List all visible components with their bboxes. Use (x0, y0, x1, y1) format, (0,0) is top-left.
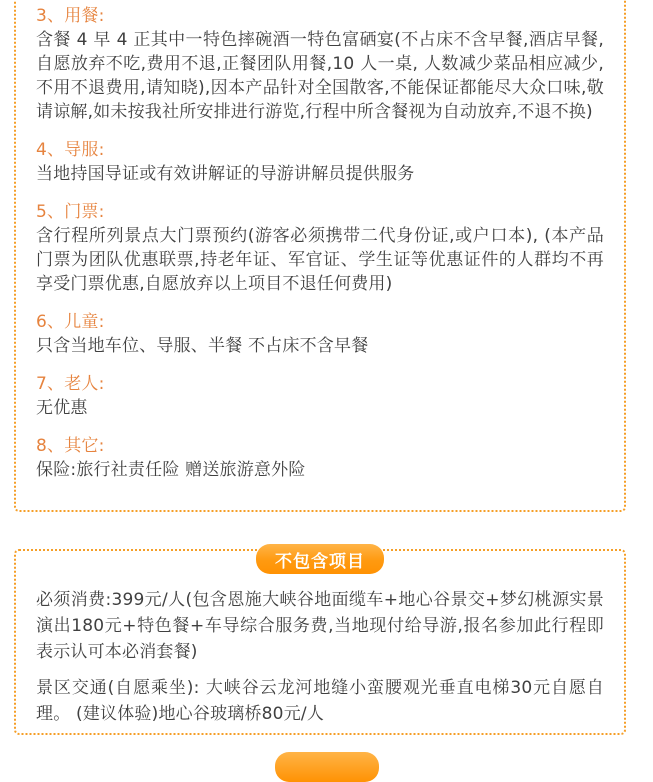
note-section-body: 当地持国导证或有效讲解证的导游讲解员提供服务 (36, 164, 415, 184)
note-section-seniors (36, 372, 604, 420)
note-section-heading: 5、门票: (36, 202, 105, 222)
note-section-heading: 4、导服: (36, 140, 105, 160)
note-section-body: 只含当地车位、导服、半餐 不占床不含早餐 (36, 336, 369, 356)
note-section-heading: 7、老人: (36, 374, 105, 394)
next-section-badge-cutoff (275, 752, 379, 782)
note-section-body: 保险:旅行社责任险 赠送旅游意外险 (36, 460, 306, 480)
excluded-item-scenic-transport: 景区交通(自愿乘坐): 大峡谷云龙河地缝小蛮腰观光垂直电梯30元自愿自理。 (建议体验)地心谷玻璃桥80元/人 (36, 678, 604, 724)
note-section-body: 无优惠 (36, 398, 88, 418)
note-section-body: 含餐 4 早 4 正其中一特色摔碗酒一特色富硒宴(不占床不含早餐,酒店早餐,自愿放弃不吃,费用不退,正餐团队用餐,10 人一桌, 人数减少菜品相应减少,不用不退费用,请知晓),因本产品针对全国散客,不能保证都能尽大众口味,敬请谅解,如未按我社所安排进行游览,行程中所含餐视为自动放弃,不退不换) (36, 30, 604, 122)
note-section-meals (36, 4, 604, 124)
note-section-heading: 6、儿童: (36, 312, 105, 332)
note-section-heading: 8、其它: (36, 436, 105, 456)
note-section-children (36, 310, 604, 358)
note-section-guide-service (36, 138, 604, 186)
excluded-items-box (14, 549, 626, 735)
note-section-heading: 3、用餐: (36, 6, 105, 26)
excluded-items-badge: 不包含项目 (256, 544, 384, 574)
note-section-tickets (36, 200, 604, 296)
excluded-item-mandatory-package: 必须消费:399元/人(包含恩施大峡谷地面缆车+地心谷景交+梦幻桃源实景演出180元+特色餐+车导综合服务费,当地现付给导游,报名参加此行程即表示认可本必消套餐) (36, 590, 604, 662)
note-section-other (36, 434, 604, 482)
note-section-body: 含行程所列景点大门票预约(游客必须携带二代身份证,或户口本), (本产品门票为团队优惠联票,持老年证、军官证、学生证等优惠证件的人群均不再享受门票优惠,自愿放弃以上项目不退任何费用) (36, 226, 604, 294)
included-notes-box (14, 0, 626, 512)
